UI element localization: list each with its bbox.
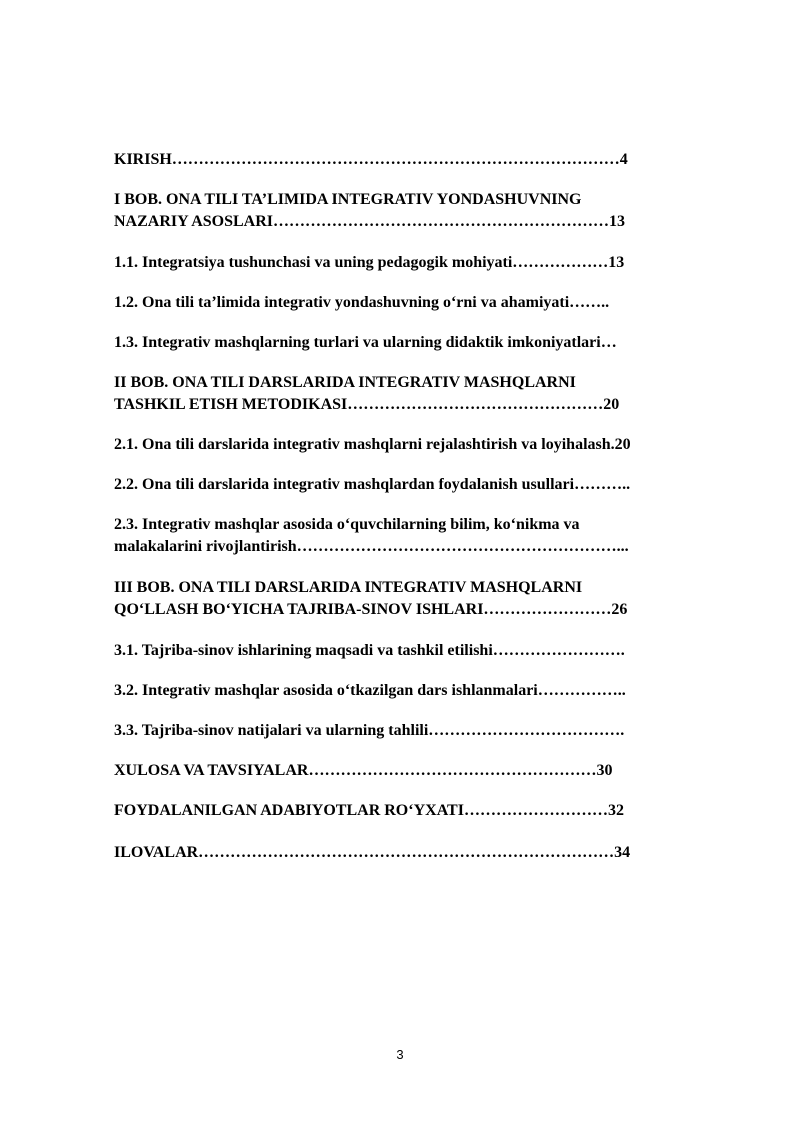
toc-entry-line: 1.2. Ona tili ta’limida integrativ yondashuvning o‘rni va ahamiyati…….. [114, 294, 610, 311]
toc-entry-section-1-2[interactable] [114, 292, 726, 314]
toc-entry-section-1-3[interactable] [114, 332, 726, 354]
toc-entry-line: 1.3. Integrativ mashqlarning turlari va ularning didaktik imkoniyatlari… [114, 334, 617, 351]
toc-entry-line: II BOB. ONA TILI DARSLARIDA INTEGRATIV MASHQLARNI [114, 374, 576, 391]
toc-entry-ilovalar[interactable] [114, 842, 726, 864]
toc-entry-line: QO‘LLASH BO‘YICHA TAJRIBA-SINOV ISHLARI……………………26 [114, 601, 628, 618]
toc-entry-section-3-3[interactable] [114, 720, 726, 742]
toc-entry-chapter-1[interactable] [114, 189, 726, 233]
toc-entry-section-3-2[interactable] [114, 680, 726, 702]
toc-entry-line: XULOSA VA TAVSIYALAR………………………………………………30 [114, 762, 613, 779]
toc-entry-line: 3.2. Integrativ mashqlar asosida o‘tkazilgan dars ishlanmalari…………….. [114, 682, 626, 699]
toc-entry-line: 1.1. Integratsiya tushunchasi va uning pedagogik mohiyati………………13 [114, 254, 625, 271]
toc-entry-kirish[interactable] [114, 149, 726, 171]
toc-entry-section-2-1[interactable] [114, 434, 726, 456]
toc-entry-xulosa[interactable] [114, 760, 726, 782]
toc-entry-line: I BOB. ONA TILI TA’LIMIDA INTEGRATIV YONDASHUVNING [114, 191, 582, 208]
toc-entry-adabiyotlar[interactable] [114, 800, 726, 822]
toc-entry-line: malakalarini rivojlantirish……………………………………………………... [114, 538, 629, 555]
toc-entry-line: 3.3. Tajriba-sinov natijalari va ularning tahlili………………………………. [114, 722, 625, 739]
toc-entry-line: 3.1. Tajriba-sinov ishlarining maqsadi va tashkil etilishi……………………. [114, 642, 625, 659]
toc-entry-line: FOYDALANILGAN ADABIYOTLAR RO‘YXATI………………………32 [114, 802, 624, 819]
toc-entry-line: 2.3. Integrativ mashqlar asosida o‘quvchilarning bilim, ko‘nikma va [114, 516, 580, 533]
toc-entry-line: NAZARIY ASOSLARI………………………………………………………13 [114, 213, 625, 230]
toc-entry-section-1-1[interactable] [114, 252, 726, 274]
toc-entry-line: KIRISH…………………………………………………………………………4 [114, 151, 628, 168]
toc-entry-line: TASHKIL ETISH METODIKASI…………………………………………20 [114, 396, 620, 413]
page-number: 3 [396, 1047, 404, 1062]
toc-entry-line: 2.1. Ona tili darslarida integrativ mashqlarni rejalashtirish va loyihalash.20 [114, 436, 631, 453]
toc-entry-section-3-1[interactable] [114, 640, 726, 662]
toc-entry-section-2-2[interactable] [114, 474, 726, 496]
toc-entry-chapter-2[interactable] [114, 372, 726, 416]
toc-entry-section-2-3[interactable] [114, 514, 726, 558]
toc-entry-chapter-3[interactable] [114, 577, 726, 621]
toc-entry-line: III BOB. ONA TILI DARSLARIDA INTEGRATIV MASHQLARNI [114, 579, 583, 596]
toc-entry-line: ILOVALAR……………………………………………………………………34 [114, 844, 631, 861]
toc-entry-line: 2.2. Ona tili darslarida integrativ mashqlardan foydalanish usullari……….. [114, 476, 631, 493]
